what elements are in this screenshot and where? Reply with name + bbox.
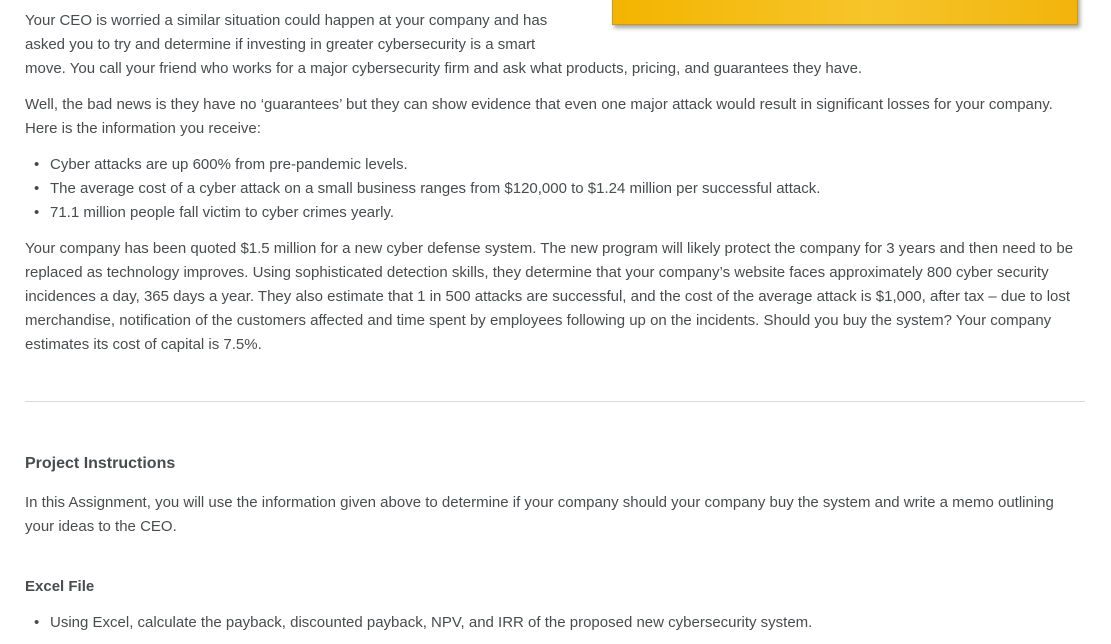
list-item: • The average cost of a cyber attack on a small business ranges from $120,000 to $1.24 million per successful attack.	[50, 177, 1085, 201]
excel-file-heading: Excel File	[25, 578, 95, 595]
assignment-content	[25, 9, 1085, 635]
list-item: • Using Excel, calculate the payback, discounted payback, NPV, and IRR of the proposed new cybersecurity system.	[50, 611, 1085, 635]
intro-line-1: Your CEO is worried a similar situation could happen at your company and has	[25, 12, 548, 29]
project-instructions-text: In this Assignment, you will use the information given above to determine if your company should your company buy the system and write a memo outlining your ideas to the CEO.	[25, 494, 1054, 535]
quote-paragraph: Your company has been quoted $1.5 million for a new cyber defense system. The new program will likely protect the company for 3 years and then need to be replaced as technology improves. Using sophisticated detection skills, they determine that your company’s website faces approximately 800 cyber security incidences a day, 365 days a year. They also estimate that 1 in 500 attacks are successful, and the cost of the average attack is $1,000, after tax – due to lost merchandise, notification of the customers affected and time spent by employees following up on the incidents. Should you buy the system? Your company estimates its cost of capital is 7.5%.	[25, 240, 1074, 353]
news-paragraph: Well, the bad news is they have no ‘guarantees’ but they can show evidence that even one major attack would result in significant losses for your company. Here is the information you receive:	[25, 96, 1053, 137]
intro-line-2: asked you to try and determine if investing in greater cybersecurity is a smart	[25, 36, 536, 53]
intro-paragraph	[25, 9, 1085, 81]
section-divider	[25, 401, 1085, 402]
intro-line-3: move. You call your friend who works for a major cybersecurity firm and ask what products, pricing, and guarantees they have.	[25, 60, 863, 77]
project-instructions-heading: Project Instructions	[25, 455, 176, 472]
list-item: • Cyber attacks are up 600% from pre-pandemic levels.	[50, 153, 1085, 177]
list-item: • 71.1 million people fall victim to cyber crimes yearly.	[50, 201, 1085, 225]
excel-tasks-list	[25, 611, 1085, 635]
facts-list	[25, 153, 1085, 225]
